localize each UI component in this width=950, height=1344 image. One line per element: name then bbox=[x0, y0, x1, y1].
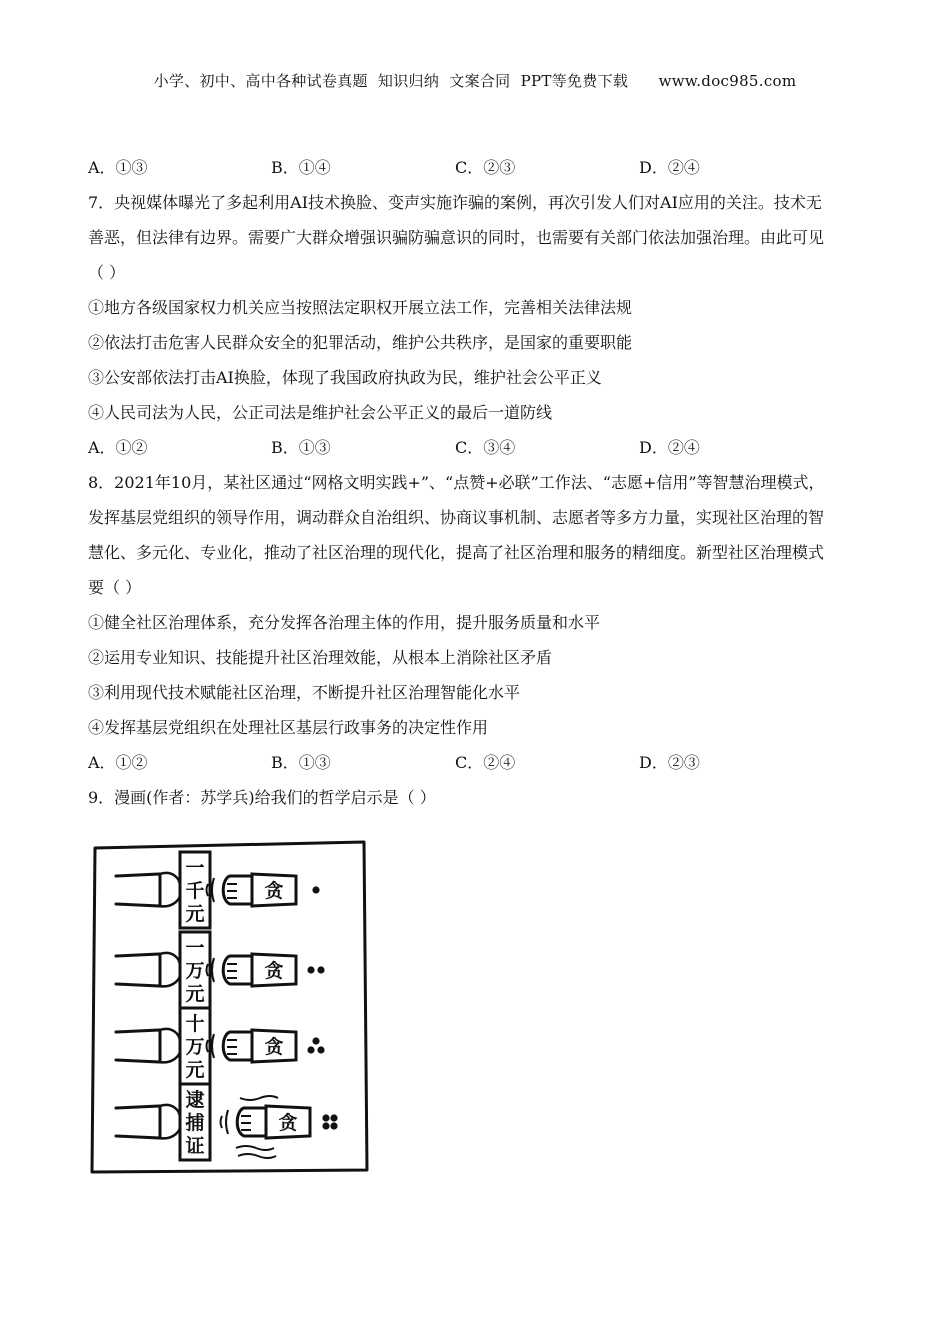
q8-stem-line: 8．2021年10月，某社区通过“网格文明实践+”、“点赞+必联”工作法、“志愿+信用”等智慧治理模式， bbox=[88, 473, 825, 492]
dot bbox=[330, 1122, 337, 1129]
q7-option-b[interactable]: B．①③ bbox=[271, 438, 331, 457]
q7-stem-line: （ ） bbox=[88, 263, 126, 282]
q7-options bbox=[88, 430, 878, 465]
sign-char: 证 bbox=[185, 1135, 205, 1157]
q8-option-b[interactable]: B．①③ bbox=[271, 753, 331, 772]
sign-char: 万 bbox=[185, 1036, 205, 1058]
q8-stem-line: 要（ ） bbox=[88, 578, 142, 597]
q7-stem-line: 善恶，但法律有边界。需要广大群众增强识骗防骗意识的同时，也需要有关部门依法加强治理。由此可见 bbox=[88, 228, 825, 247]
q8-option-d[interactable]: D．②③ bbox=[639, 753, 700, 772]
dot bbox=[322, 1122, 329, 1129]
sign-char: 一 bbox=[185, 937, 205, 959]
cartoon-illustration bbox=[88, 840, 370, 1176]
sign-char: 一 bbox=[185, 857, 205, 879]
dot bbox=[330, 1114, 337, 1121]
q8-stem-line: 发挥基层党组织的领导作用，调动群众自治组织、协商议事机制、志愿者等多方力量，实现社区治理的智 bbox=[88, 508, 825, 527]
q8-option-c[interactable]: C．②④ bbox=[455, 753, 516, 772]
q7-item: ①地方各级国家权力机关应当按照法定职权开展立法工作，完善相关法律法规 bbox=[88, 298, 633, 317]
dot bbox=[307, 1046, 314, 1053]
q8-option-a[interactable]: A．①② bbox=[88, 753, 148, 772]
q7-item: ②依法打击危害人民群众安全的犯罪活动，维护公共秩序，是国家的重要职能 bbox=[88, 333, 633, 352]
q7-option-a[interactable]: A．①② bbox=[88, 438, 148, 457]
sign-char: 元 bbox=[185, 1059, 205, 1081]
page-header: 小学、初中、高中各种试卷真题 知识归纳 文案合同 PPT等免费下载 www.doc985.com bbox=[153, 72, 797, 90]
sign-char: 元 bbox=[185, 983, 205, 1005]
sign-char: 万 bbox=[185, 960, 205, 982]
q8-stem-line: 慧化、多元化、专业化，推动了社区治理的现代化，提高了社区治理和服务的精细度。新型社区治理模式 bbox=[88, 543, 825, 562]
sign-char: 逮 bbox=[185, 1089, 205, 1111]
dot bbox=[317, 1046, 324, 1053]
q7-item: ④人民司法为人民，公正司法是维护社会公平正义的最后一道防线 bbox=[88, 403, 553, 422]
sign-char: 十 bbox=[185, 1013, 205, 1035]
question-content bbox=[88, 150, 878, 815]
q9-stem: 9．漫画(作者：苏学兵)给我们的哲学启示是（ ） bbox=[88, 788, 436, 807]
q6-options bbox=[88, 150, 878, 185]
q8-item: ①健全社区治理体系，充分发挥各治理主体的作用，提升服务质量和水平 bbox=[88, 613, 601, 632]
greed-label: 贪 bbox=[278, 1112, 298, 1134]
q6-option-c[interactable]: C．②③ bbox=[455, 158, 516, 177]
q8-item: ②运用专业知识、技能提升社区治理效能，从根本上消除社区矛盾 bbox=[88, 648, 553, 667]
q6-option-d[interactable]: D．②④ bbox=[639, 158, 700, 177]
sign-char: 元 bbox=[185, 903, 205, 925]
q8-item: ④发挥基层党组织在处理社区基层行政事务的决定性作用 bbox=[88, 718, 489, 737]
dot bbox=[312, 1037, 319, 1044]
q6-option-b[interactable]: B．①④ bbox=[271, 158, 331, 177]
q8-options bbox=[88, 745, 878, 780]
q7-option-d[interactable]: D．②④ bbox=[639, 438, 700, 457]
dot bbox=[322, 1114, 329, 1121]
q8-item: ③利用现代技术赋能社区治理，不断提升社区治理智能化水平 bbox=[88, 683, 521, 702]
q7-item: ③公安部依法打击AI换脸，体现了我国政府执政为民，维护社会公平正义 bbox=[88, 368, 602, 387]
greed-label: 贪 bbox=[264, 1036, 284, 1058]
dot bbox=[307, 966, 314, 973]
greed-label: 贪 bbox=[264, 880, 284, 902]
greed-label: 贪 bbox=[264, 960, 284, 982]
dot bbox=[312, 886, 319, 893]
q7-stem-line: 7．央视媒体曝光了多起利用AI技术换脸、变声实施诈骗的案例，再次引发人们对AI应用的关注。技术无 bbox=[88, 193, 822, 212]
q6-option-a[interactable]: A．①③ bbox=[88, 158, 148, 177]
sign-char: 捕 bbox=[185, 1112, 205, 1134]
q7-option-c[interactable]: C．③④ bbox=[455, 438, 516, 457]
dot bbox=[317, 966, 324, 973]
sign-char: 千 bbox=[185, 880, 205, 902]
